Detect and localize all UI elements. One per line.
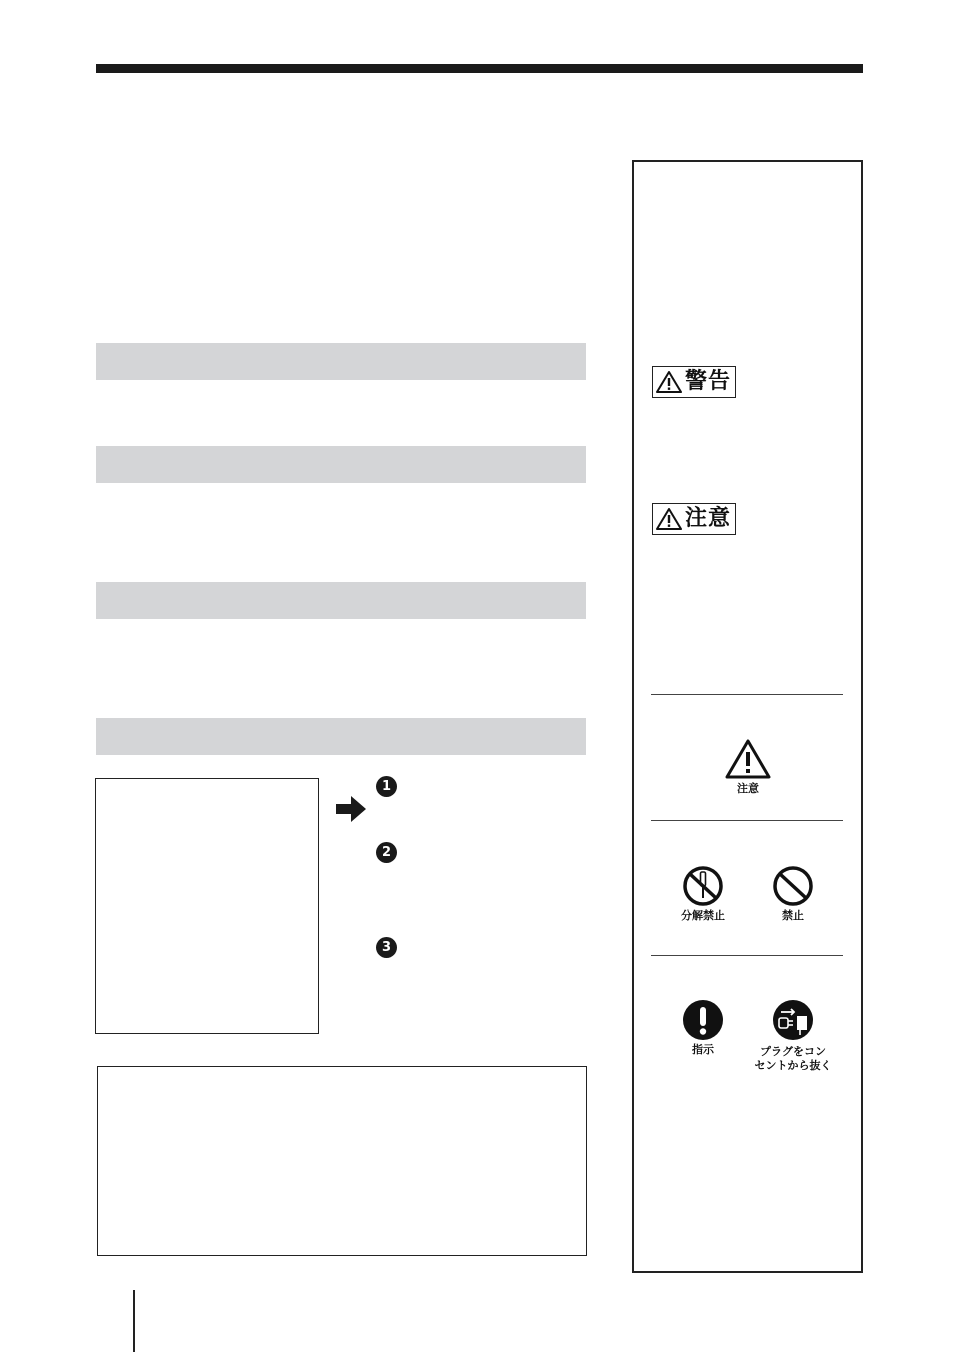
panel-divider: [651, 694, 843, 695]
unplug-caption: [746, 1045, 840, 1073]
panel-divider: [651, 955, 843, 956]
instruction-caption: 指示: [692, 1043, 714, 1056]
warning-label: [652, 366, 736, 398]
header-rule: [96, 64, 863, 73]
prohibited-icon: [772, 865, 814, 907]
step-badge-1: 1: [376, 776, 397, 797]
no-disassembly-icon: [682, 865, 724, 907]
step-badge-2: 2: [376, 842, 397, 863]
warning-triangle-icon: [656, 370, 682, 394]
panel-divider: [651, 820, 843, 821]
no-disassembly-caption: 分解禁止: [681, 909, 725, 922]
note-box: [97, 1066, 587, 1256]
illustration-box: [95, 778, 319, 1034]
footer-rule: [133, 1290, 135, 1352]
caution-symbol-caption: 注意: [737, 782, 759, 795]
section-heading-bar-4: [96, 718, 586, 755]
arrow-right-icon: [336, 796, 366, 822]
section-heading-bar-1: [96, 343, 586, 380]
section-heading-bar-2: [96, 446, 586, 483]
unplug-caption-line1: プラグをコン: [760, 1045, 826, 1058]
section-heading-bar-3: [96, 582, 586, 619]
step-badge-3: 3: [376, 937, 397, 958]
unplug-caption-line2: セントから抜く: [754, 1059, 832, 1072]
safety-side-panel: [632, 160, 863, 1273]
warning-triangle-icon: [656, 507, 682, 531]
instruction-icon: [682, 999, 724, 1041]
prohibited-caption: 禁止: [782, 909, 804, 922]
caution-symbol-icon: [724, 738, 772, 780]
warning-label-text: 警告: [685, 369, 732, 394]
unplug-icon: [772, 999, 814, 1041]
caution-label-text: 注意: [685, 506, 732, 531]
caution-label: [652, 503, 736, 535]
